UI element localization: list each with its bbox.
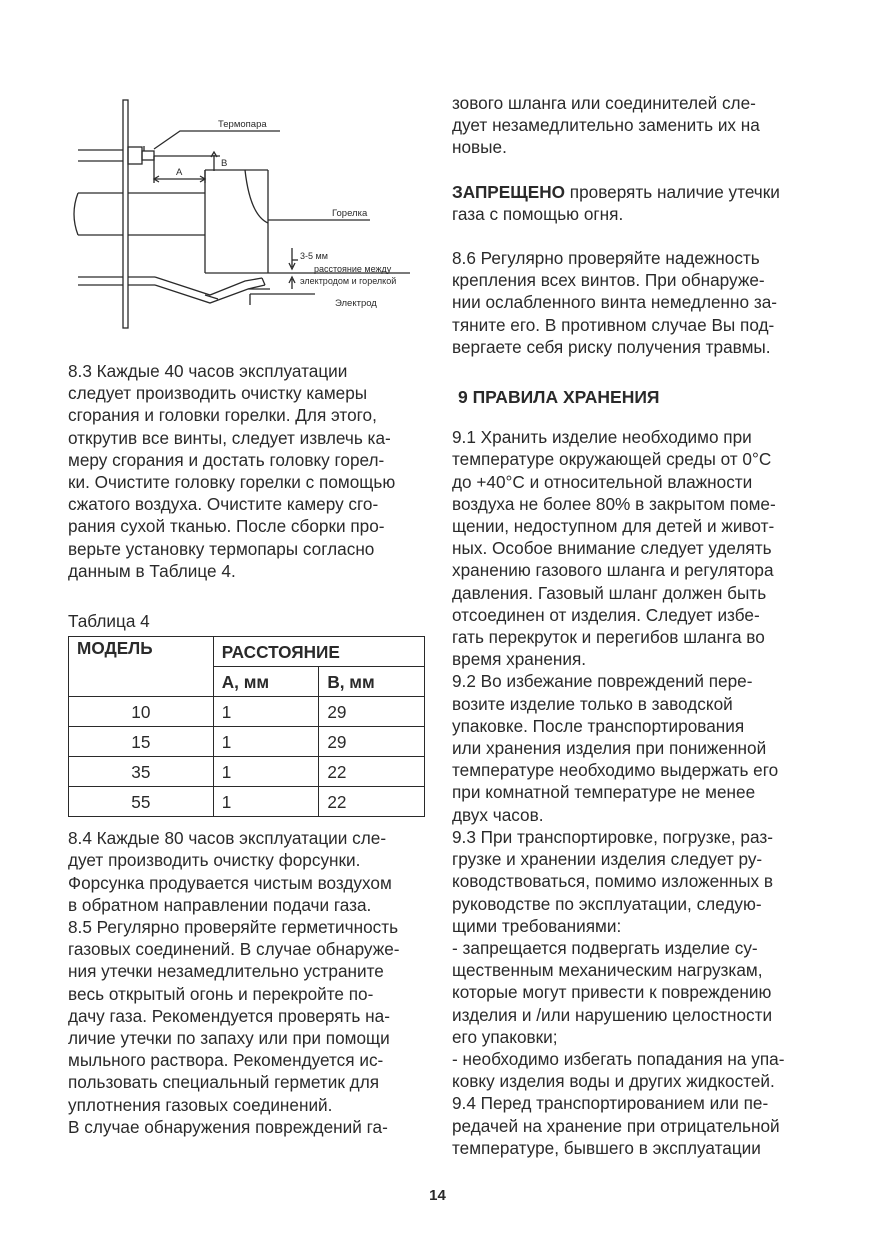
section-9-title: 9 ПРАВИЛА ХРАНЕНИЯ <box>458 387 660 408</box>
cell-b: 22 <box>319 787 425 817</box>
label-electrode: Электрод <box>335 298 377 309</box>
left-column <box>68 360 425 1138</box>
table-4 <box>68 636 425 817</box>
header-distance: РАССТОЯНИЕ <box>213 637 424 667</box>
header-a: А, мм <box>213 667 319 697</box>
paragraph-9-3: 9.3 При транспортировке, погрузке, раз- грузке и хранении изделия следует ру- ководствоваться, помимо изложенных в руководстве по эксплуатации, следую- щими требованиями: <box>452 826 773 936</box>
cell-b: 29 <box>319 697 425 727</box>
cell-a: 1 <box>213 727 319 757</box>
cell-model: 35 <box>69 757 214 787</box>
cell-model: 55 <box>69 787 214 817</box>
label-gap: 3-5 мм <box>300 251 328 261</box>
thermocouple-burner-diagram <box>70 95 430 335</box>
forbidden-label: ЗАПРЕЩЕНО <box>452 181 565 202</box>
right-column <box>452 92 806 1159</box>
paragraph-9-4: 9.4 Перед транспортированием или пе- редачей на хранение при отрицательной температуре, бывшего в эксплуатации <box>452 1093 780 1158</box>
paragraph-8-5-continued: зового шланга или соединителей сле- дует незамедлительно заменить их на новые. <box>452 93 760 158</box>
label-burner: Горелка <box>332 208 368 219</box>
label-gap-desc-1: расстояние между <box>314 264 392 274</box>
paragraph-8-3: 8.3 Каждые 40 часов эксплуатации следует производить очистку камеры сгорания и головки горелки. Для этого, открутив все винты, следует извлечь ка- меру сгорания и достать головку горел- ки. Очистите головку горелки с помощью сжатого воздуха. Очистите камеру сго- рания сухой тканью. После сборки про- верьте установку термопары согласно данным в Таблице 4. <box>68 361 396 581</box>
page-number: 14 <box>429 1187 446 1204</box>
label-a: А <box>176 167 183 178</box>
paragraph-8-6: 8.6 Регулярно проверяйте надежность крепления всех винтов. При обнаруже- нии ослабленного винта немедленно за- тяните его. В противном случае Вы под- вергаете себя риску получения травмы. <box>452 248 778 357</box>
header-model: МОДЕЛЬ <box>69 637 214 697</box>
paragraph-9-1: 9.1 Хранить изделие необходимо при температуре окружающей среды от 0°С до +40°С и относительной влажности воздуха не более 80% в закрытом поме- щении, недоступном для детей и живот- ных. Особое внимание следует уделять хранению газового шланга и регулятора давления. Газовый шланг должен быть отсоединен от изделия. Следует избе- гать перекруток и перегибов шланга во время хранения. <box>452 427 776 670</box>
cell-model: 10 <box>69 697 214 727</box>
cell-a: 1 <box>213 697 319 727</box>
bullet-2: - необходимо избегать попадания на упа- ковку изделия воды и других жидкостей. <box>452 1048 785 1092</box>
label-gap-desc-2: электродом и горелкой <box>300 276 397 286</box>
paragraph-8-4: 8.4 Каждые 80 часов эксплуатации сле- дует производить очистку форсунки. Форсунка продувается чистым воздухом в обратном направлении подачи газа. <box>68 828 392 915</box>
table-row <box>69 697 425 727</box>
table-row <box>69 727 425 757</box>
header-b: В, мм <box>319 667 425 697</box>
table-row <box>69 757 425 787</box>
paragraph-9-2: 9.2 Во избежание повреждений пере- возите изделие только в заводской упаковке. После транспортирования или хранения изделия при пониженной температуре необходимо выдержать его при комнатной температуре не менее двух часов. <box>452 671 779 825</box>
cell-a: 1 <box>213 787 319 817</box>
cell-b: 22 <box>319 757 425 787</box>
cell-b: 29 <box>319 727 425 757</box>
paragraph-8-5: 8.5 Регулярно проверяйте герметичность газовых соединений. В случае обнаруже- ния утечки незамедлительно устраните весь открытый огонь и перекройте по- дачу газа. Рекомендуется проверять на- личие утечки по запаху или при помощи мыльного раствора. Рекомендуется ис- пользовать специальный герметик для уплотнения газовых соединений. В случае обнаружения повреждений га- <box>68 917 400 1137</box>
cell-model: 15 <box>69 727 214 757</box>
label-thermocouple: Термопара <box>218 119 267 130</box>
cell-a: 1 <box>213 757 319 787</box>
label-b: В <box>221 158 228 169</box>
forbidden-text: проверять наличие утечки газа с помощью огня. <box>452 181 780 224</box>
forbidden-note <box>452 181 806 225</box>
table-row <box>69 787 425 817</box>
bullet-1: - запрещается подвергать изделие су- щественным механическим нагрузкам, которые могут привести к повреждению изделия и /или нарушению целостности его упаковки; <box>452 937 773 1047</box>
table-caption: Таблица 4 <box>68 611 150 632</box>
